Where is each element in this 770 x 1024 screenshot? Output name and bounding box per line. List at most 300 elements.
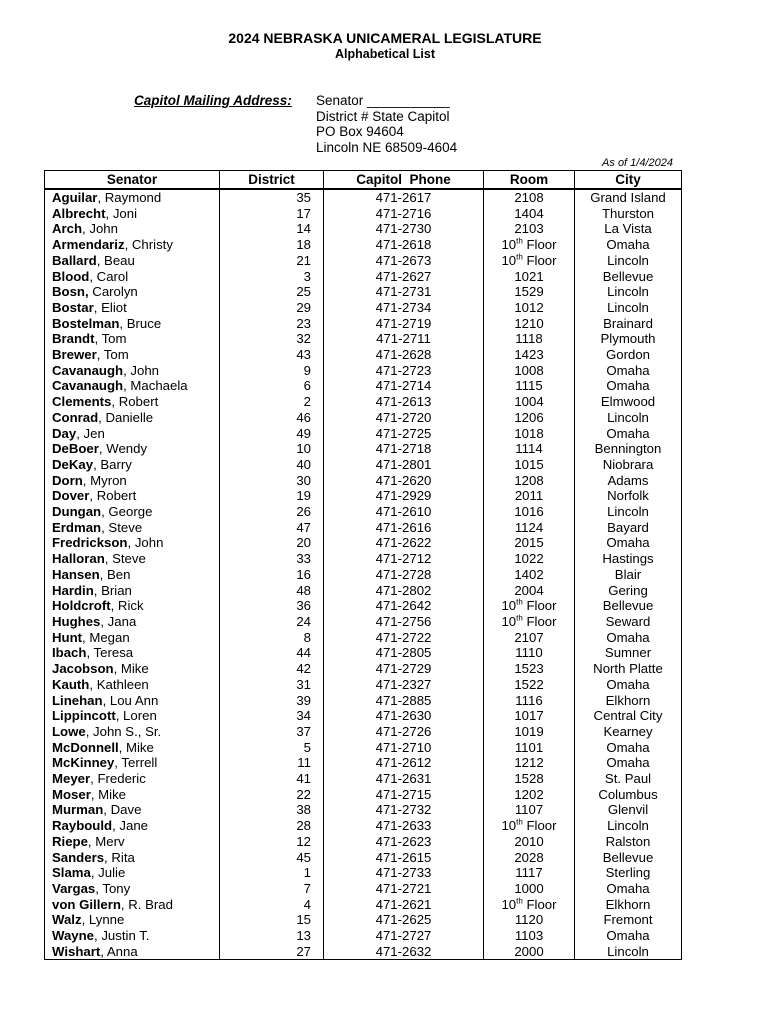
room-floor: Floor bbox=[522, 613, 557, 629]
table-row bbox=[45, 488, 682, 504]
district-cell: 45 bbox=[220, 850, 324, 866]
phone-cell: 471-2723 bbox=[324, 363, 484, 379]
district-cell: 4 bbox=[220, 897, 324, 913]
senator-last-name: Arch bbox=[52, 221, 83, 237]
senator-last-name: Blood bbox=[52, 268, 90, 284]
room-cell bbox=[484, 426, 575, 442]
page-subtitle: Alphabetical List bbox=[334, 47, 436, 61]
district-cell: 32 bbox=[220, 331, 324, 347]
address-line: District # State Capitol bbox=[316, 108, 450, 124]
phone-cell: 471-2618 bbox=[324, 237, 484, 253]
phone-cell: 471-2731 bbox=[324, 284, 484, 300]
room-number: 1523 bbox=[514, 661, 544, 677]
senator-first-name: , Rick bbox=[110, 598, 144, 614]
page-title: 2024 NEBRASKA UNICAMERAL LEGISLATURE bbox=[228, 30, 542, 46]
room-cell bbox=[484, 473, 575, 489]
senator-last-name: Moser bbox=[52, 786, 91, 802]
senator-last-name: Fredrickson bbox=[52, 535, 128, 551]
table-row bbox=[45, 865, 682, 881]
room-cell bbox=[484, 269, 575, 285]
table-row bbox=[45, 944, 682, 960]
senator-name-cell bbox=[45, 598, 220, 614]
room-cell bbox=[484, 363, 575, 379]
phone-cell: 471-2625 bbox=[324, 912, 484, 928]
room-cell bbox=[484, 598, 575, 614]
room-number: 1017 bbox=[514, 708, 544, 724]
table-row bbox=[45, 912, 682, 928]
table-row bbox=[45, 394, 682, 410]
phone-cell: 471-2726 bbox=[324, 724, 484, 740]
table-row bbox=[45, 818, 682, 834]
city-cell: Elmwood bbox=[575, 394, 682, 410]
senator-first-name: , Carol bbox=[89, 268, 129, 284]
room-cell bbox=[484, 881, 575, 897]
room-cell bbox=[484, 740, 575, 756]
table-row bbox=[45, 661, 682, 677]
senator-first-name: , Barry bbox=[93, 456, 132, 472]
senator-last-name: Raybould bbox=[52, 818, 113, 834]
table-row bbox=[45, 881, 682, 897]
senator-first-name: , Tom bbox=[96, 347, 129, 363]
table-row bbox=[45, 473, 682, 489]
phone-cell: 471-2623 bbox=[324, 834, 484, 850]
city-cell: Ralston bbox=[575, 834, 682, 850]
room-number: 1117 bbox=[515, 865, 543, 881]
room-cell bbox=[484, 347, 575, 363]
senator-last-name: Ballard bbox=[52, 252, 97, 268]
city-cell: Kearney bbox=[575, 724, 682, 740]
phone-cell: 471-2612 bbox=[324, 755, 484, 771]
room-cell bbox=[484, 693, 575, 709]
senator-name-cell bbox=[45, 850, 220, 866]
table-header-row bbox=[45, 171, 682, 190]
phone-cell: 471-2711 bbox=[324, 331, 484, 347]
senator-name-cell bbox=[45, 881, 220, 897]
phone-cell: 471-2631 bbox=[324, 771, 484, 787]
room-number: 1015 bbox=[514, 456, 544, 472]
room-cell bbox=[484, 787, 575, 803]
city-cell: Lincoln bbox=[575, 504, 682, 520]
senator-last-name: Cavanaugh bbox=[52, 378, 124, 394]
city-cell: Fremont bbox=[575, 912, 682, 928]
district-cell: 18 bbox=[220, 237, 324, 253]
senator-last-name: Murman bbox=[52, 802, 104, 818]
senator-last-name: Albrecht bbox=[52, 205, 106, 221]
district-cell: 36 bbox=[220, 598, 324, 614]
city-cell: Lincoln bbox=[575, 410, 682, 426]
district-cell: 10 bbox=[220, 441, 324, 457]
senator-last-name: Hunt bbox=[52, 629, 83, 645]
room-number: 2028 bbox=[514, 849, 544, 865]
phone-cell: 471-2632 bbox=[324, 944, 484, 960]
table-row bbox=[45, 504, 682, 520]
table-row bbox=[45, 269, 682, 285]
table-row bbox=[45, 520, 682, 536]
district-cell: 20 bbox=[220, 535, 324, 551]
senator-last-name: Dorn bbox=[52, 472, 83, 488]
table-row bbox=[45, 724, 682, 740]
room-number: 1402 bbox=[514, 566, 544, 582]
room-number: 1116 bbox=[515, 692, 543, 708]
senator-last-name: Meyer bbox=[52, 771, 91, 787]
table-row bbox=[45, 802, 682, 818]
senator-last-name: Vargas bbox=[52, 880, 96, 896]
senator-last-name: Kauth bbox=[52, 676, 90, 692]
phone-cell: 471-2610 bbox=[324, 504, 484, 520]
district-cell: 26 bbox=[220, 504, 324, 520]
room-cell bbox=[484, 583, 575, 599]
city-cell: Omaha bbox=[575, 630, 682, 646]
room-number: 1404 bbox=[514, 205, 544, 221]
room-number: 10 bbox=[501, 818, 517, 834]
room-floor: Floor bbox=[522, 598, 557, 614]
table-row bbox=[45, 441, 682, 457]
room-cell bbox=[484, 755, 575, 771]
table-row bbox=[45, 614, 682, 630]
senator-last-name: Walz bbox=[52, 912, 82, 928]
phone-cell: 471-2327 bbox=[324, 677, 484, 693]
senator-first-name: , Ben bbox=[99, 566, 131, 582]
phone-cell: 471-2725 bbox=[324, 426, 484, 442]
room-number: 1103 bbox=[514, 928, 544, 944]
mailing-address-label: Capitol Mailing Address: bbox=[134, 93, 292, 108]
city-cell: Brainard bbox=[575, 316, 682, 332]
room-number: 2107 bbox=[514, 629, 544, 645]
district-cell: 23 bbox=[220, 316, 324, 332]
senator-first-name: , Machaela bbox=[123, 378, 188, 394]
room-cell bbox=[484, 300, 575, 316]
senator-first-name: , Mike bbox=[113, 661, 149, 677]
room-cell bbox=[484, 850, 575, 866]
senator-name-cell bbox=[45, 693, 220, 709]
as-of-date: As of 1/4/2024 bbox=[602, 157, 673, 169]
senator-first-name: , John S., Sr. bbox=[85, 723, 162, 739]
room-number: 2015 bbox=[514, 535, 544, 551]
city-cell: Omaha bbox=[575, 535, 682, 551]
district-cell: 19 bbox=[220, 488, 324, 504]
district-cell: 21 bbox=[220, 253, 324, 269]
senator-name-cell bbox=[45, 394, 220, 410]
city-cell: Omaha bbox=[575, 363, 682, 379]
senator-first-name: , Anna bbox=[100, 943, 138, 959]
senator-first-name: , Robert bbox=[111, 394, 159, 410]
phone-cell: 471-2715 bbox=[324, 787, 484, 803]
senator-name-cell bbox=[45, 316, 220, 332]
table-row bbox=[45, 300, 682, 316]
senator-last-name: Ibach bbox=[52, 645, 87, 661]
table-row bbox=[45, 284, 682, 300]
senator-first-name: , Merv bbox=[87, 833, 125, 849]
room-cell bbox=[484, 316, 575, 332]
district-cell: 16 bbox=[220, 567, 324, 583]
room-cell bbox=[484, 708, 575, 724]
district-cell: 25 bbox=[220, 284, 324, 300]
room-number: 10 bbox=[501, 252, 517, 268]
phone-cell: 471-2617 bbox=[324, 189, 484, 206]
phone-cell: 471-2621 bbox=[324, 897, 484, 913]
senator-last-name: McKinney bbox=[52, 755, 115, 771]
city-cell: Omaha bbox=[575, 426, 682, 442]
room-cell bbox=[484, 912, 575, 928]
district-cell: 30 bbox=[220, 473, 324, 489]
city-cell: Sterling bbox=[575, 865, 682, 881]
senator-first-name: , Julie bbox=[90, 865, 126, 881]
room-cell bbox=[484, 771, 575, 787]
room-suffix: th bbox=[516, 613, 523, 623]
phone-cell: 471-2613 bbox=[324, 394, 484, 410]
phone-cell: 471-2801 bbox=[324, 457, 484, 473]
city-cell: Omaha bbox=[575, 237, 682, 253]
senator-name-cell bbox=[45, 661, 220, 677]
senator-last-name: DeBoer bbox=[52, 441, 99, 457]
city-cell: Niobrara bbox=[575, 457, 682, 473]
district-cell: 12 bbox=[220, 834, 324, 850]
senator-last-name: Lowe bbox=[52, 723, 86, 739]
senator-last-name: Lippincott bbox=[52, 708, 116, 724]
table-row bbox=[45, 677, 682, 693]
room-cell bbox=[484, 724, 575, 740]
senator-first-name: , John bbox=[127, 535, 164, 551]
senator-first-name: , Loren bbox=[115, 708, 157, 724]
room-cell bbox=[484, 394, 575, 410]
room-cell bbox=[484, 535, 575, 551]
senator-name-cell bbox=[45, 724, 220, 740]
room-number: 10 bbox=[501, 237, 517, 253]
district-cell: 1 bbox=[220, 865, 324, 881]
senator-name-cell bbox=[45, 802, 220, 818]
room-cell bbox=[484, 818, 575, 834]
senator-first-name: , R. Brad bbox=[120, 896, 173, 912]
senator-name-cell bbox=[45, 645, 220, 661]
senator-name-cell bbox=[45, 331, 220, 347]
district-cell: 2 bbox=[220, 394, 324, 410]
room-number: 10 bbox=[501, 896, 517, 912]
room-number: 1120 bbox=[514, 912, 544, 928]
phone-cell: 471-2642 bbox=[324, 598, 484, 614]
room-number: 1206 bbox=[514, 409, 544, 425]
room-suffix: th bbox=[516, 598, 523, 607]
room-cell bbox=[484, 834, 575, 850]
city-cell: Blair bbox=[575, 567, 682, 583]
city-cell: St. Paul bbox=[575, 771, 682, 787]
room-number: 1210 bbox=[514, 315, 544, 331]
room-number: 1004 bbox=[514, 394, 544, 410]
room-number: 1019 bbox=[514, 723, 544, 739]
room-cell bbox=[484, 865, 575, 881]
column-header-phone: Capitol Phone bbox=[324, 171, 484, 190]
senator-last-name: Conrad bbox=[52, 409, 99, 425]
room-number: 1528 bbox=[514, 771, 544, 787]
table-row bbox=[45, 331, 682, 347]
room-number: 1107 bbox=[514, 802, 544, 818]
senator-last-name: Brewer bbox=[52, 347, 97, 363]
district-cell: 28 bbox=[220, 818, 324, 834]
room-number: 1208 bbox=[514, 472, 544, 488]
room-suffix: th bbox=[516, 896, 523, 906]
senator-first-name: , Terrell bbox=[114, 755, 158, 771]
city-cell: Lincoln bbox=[575, 818, 682, 834]
senator-name-cell bbox=[45, 253, 220, 269]
room-suffix: th bbox=[516, 237, 523, 246]
room-number: 1202 bbox=[514, 786, 544, 802]
city-cell: Bellevue bbox=[575, 850, 682, 866]
district-cell: 49 bbox=[220, 426, 324, 442]
senator-first-name: Carolyn bbox=[88, 284, 138, 300]
senator-last-name: Dungan bbox=[52, 504, 102, 520]
city-cell: Omaha bbox=[575, 677, 682, 693]
phone-cell: 471-2616 bbox=[324, 520, 484, 536]
table-row bbox=[45, 316, 682, 332]
table-row bbox=[45, 426, 682, 442]
room-number: 10 bbox=[501, 598, 517, 614]
column-header-district: District bbox=[220, 171, 324, 190]
senator-first-name: , Joni bbox=[105, 205, 138, 221]
room-number: 1529 bbox=[514, 284, 544, 300]
senator-first-name: , Steve bbox=[101, 519, 143, 535]
senator-last-name: Wayne bbox=[52, 928, 95, 944]
phone-cell: 471-2727 bbox=[324, 928, 484, 944]
senator-first-name: , Jana bbox=[100, 613, 137, 629]
room-number: 1016 bbox=[514, 504, 544, 520]
senator-name-cell bbox=[45, 834, 220, 850]
table-row bbox=[45, 237, 682, 253]
room-cell bbox=[484, 677, 575, 693]
senator-name-cell bbox=[45, 583, 220, 599]
phone-cell: 471-2710 bbox=[324, 740, 484, 756]
phone-cell: 471-2729 bbox=[324, 661, 484, 677]
senator-first-name: , Kathleen bbox=[89, 676, 149, 692]
table-row bbox=[45, 363, 682, 379]
city-cell: Bennington bbox=[575, 441, 682, 457]
city-cell: Columbus bbox=[575, 787, 682, 803]
senator-name-cell bbox=[45, 630, 220, 646]
room-floor: Floor bbox=[522, 237, 557, 253]
phone-cell: 471-2721 bbox=[324, 881, 484, 897]
phone-cell: 471-2673 bbox=[324, 253, 484, 269]
room-number: 2000 bbox=[514, 943, 544, 959]
senator-first-name: , Frederic bbox=[90, 771, 146, 787]
senator-name-cell bbox=[45, 551, 220, 567]
room-cell bbox=[484, 410, 575, 426]
district-cell: 27 bbox=[220, 944, 324, 960]
room-cell bbox=[484, 520, 575, 536]
city-cell: Lincoln bbox=[575, 253, 682, 269]
room-suffix: th bbox=[516, 252, 523, 262]
city-cell: Omaha bbox=[575, 755, 682, 771]
senator-name-cell bbox=[45, 504, 220, 520]
table-row bbox=[45, 598, 682, 614]
table-row bbox=[45, 771, 682, 787]
table-row bbox=[45, 221, 682, 237]
senator-last-name: Holdcroft bbox=[52, 598, 111, 614]
senator-name-cell bbox=[45, 300, 220, 316]
room-cell bbox=[484, 253, 575, 269]
room-cell bbox=[484, 189, 575, 206]
phone-cell: 471-2718 bbox=[324, 441, 484, 457]
room-number: 1115 bbox=[515, 378, 543, 394]
city-cell: Lincoln bbox=[575, 284, 682, 300]
senator-first-name: , Steve bbox=[104, 551, 146, 567]
senator-last-name: Bostar bbox=[52, 299, 94, 315]
phone-cell: 471-2620 bbox=[324, 473, 484, 489]
senator-name-cell bbox=[45, 520, 220, 536]
city-cell: Elkhorn bbox=[575, 693, 682, 709]
senator-name-cell bbox=[45, 347, 220, 363]
room-cell bbox=[484, 614, 575, 630]
table-row bbox=[45, 708, 682, 724]
senator-first-name: , Lynne bbox=[81, 912, 125, 928]
district-cell: 37 bbox=[220, 724, 324, 740]
room-cell bbox=[484, 284, 575, 300]
senator-name-cell bbox=[45, 818, 220, 834]
city-cell: Omaha bbox=[575, 928, 682, 944]
city-cell: Grand Island bbox=[575, 189, 682, 206]
senator-last-name: von Gillern bbox=[52, 896, 121, 912]
senator-last-name: Bostelman bbox=[52, 315, 120, 331]
district-cell: 41 bbox=[220, 771, 324, 787]
senator-first-name: , Jane bbox=[112, 818, 149, 834]
room-number: 1101 bbox=[514, 739, 544, 755]
column-header-city: City bbox=[575, 171, 682, 190]
city-cell: Elkhorn bbox=[575, 897, 682, 913]
room-number: 2011 bbox=[514, 488, 544, 504]
senator-last-name: Dover bbox=[52, 488, 90, 504]
room-number: 2004 bbox=[514, 582, 544, 598]
table-row bbox=[45, 457, 682, 473]
city-cell: Lincoln bbox=[575, 944, 682, 960]
senator-name-cell bbox=[45, 473, 220, 489]
city-cell: Hastings bbox=[575, 551, 682, 567]
senator-name-cell bbox=[45, 897, 220, 913]
room-cell bbox=[484, 221, 575, 237]
table-row bbox=[45, 834, 682, 850]
district-cell: 43 bbox=[220, 347, 324, 363]
room-cell bbox=[484, 645, 575, 661]
district-cell: 44 bbox=[220, 645, 324, 661]
phone-cell: 471-2805 bbox=[324, 645, 484, 661]
phone-cell: 471-2630 bbox=[324, 708, 484, 724]
room-number: 1018 bbox=[514, 425, 544, 441]
senator-first-name: , Eliot bbox=[93, 299, 127, 315]
senator-name-cell bbox=[45, 269, 220, 285]
senator-first-name: , Bruce bbox=[119, 315, 162, 331]
senator-last-name: Hansen bbox=[52, 566, 100, 582]
room-cell bbox=[484, 802, 575, 818]
district-cell: 29 bbox=[220, 300, 324, 316]
table-row bbox=[45, 630, 682, 646]
room-floor: Floor bbox=[522, 252, 557, 268]
table-row bbox=[45, 347, 682, 363]
room-number: 2010 bbox=[514, 833, 544, 849]
senator-last-name: Slama bbox=[52, 865, 91, 881]
senator-first-name: , John bbox=[123, 362, 160, 378]
room-number: 1118 bbox=[515, 331, 543, 347]
senator-first-name: , Tony bbox=[95, 880, 131, 896]
city-cell: Central City bbox=[575, 708, 682, 724]
senator-name-cell bbox=[45, 535, 220, 551]
room-number: 1000 bbox=[514, 880, 544, 896]
senator-name-cell bbox=[45, 237, 220, 253]
city-cell: Adams bbox=[575, 473, 682, 489]
senator-last-name: Armendariz bbox=[52, 237, 125, 253]
room-floor: Floor bbox=[522, 896, 557, 912]
senator-last-name: Sanders bbox=[52, 849, 105, 865]
phone-cell: 471-2615 bbox=[324, 850, 484, 866]
phone-cell: 471-2633 bbox=[324, 818, 484, 834]
room-cell bbox=[484, 457, 575, 473]
senator-name-cell bbox=[45, 787, 220, 803]
phone-cell: 471-2628 bbox=[324, 347, 484, 363]
